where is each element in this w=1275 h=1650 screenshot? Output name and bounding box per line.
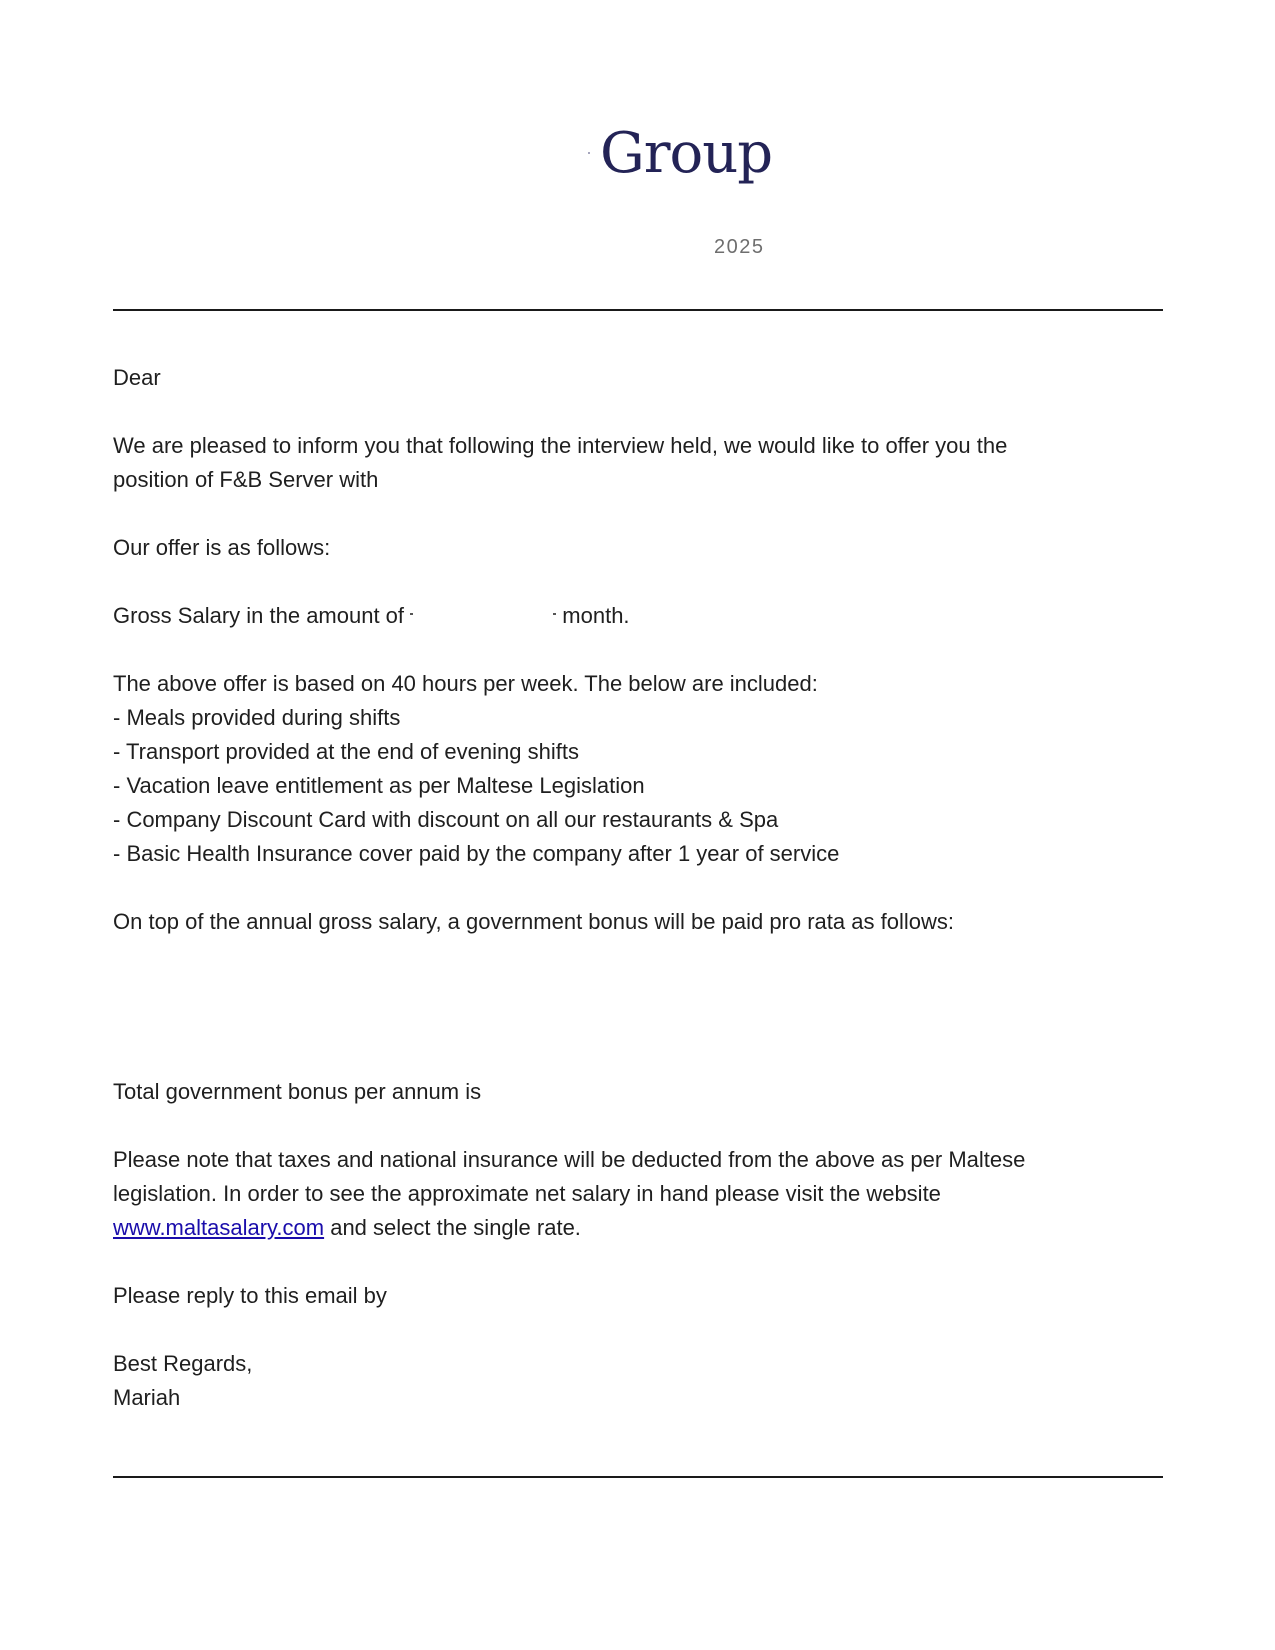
benefit-item: - Basic Health Insurance cover paid by the company after 1 year of service [113,841,840,866]
signature: Mariah [113,1385,181,1410]
benefit-item: - Vacation leave entitlement as per Maltese Legislation [113,773,645,798]
intro-line-1: We are pleased to inform you that following the interview held, we would like to offer you the [113,433,1008,458]
tax-line-1: Please note that taxes and national insurance will be deducted from the above as per Maltese [113,1147,1026,1172]
tax-line-3 [113,1211,1163,1245]
benefit-item: - Company Discount Card with discount on all our restaurants & Spa [113,807,779,832]
company-logo [600,122,780,202]
reply-line: Please reply to this email by [113,1283,387,1308]
maltasalary-link[interactable]: www.maltasalary.com [113,1215,325,1240]
tax-line-3-suffix: and select the single rate. [324,1215,581,1240]
salary-suffix: month. [562,603,630,628]
salary-prefix: Gross Salary in the amount of [113,603,405,628]
salutation: Dear [113,365,161,390]
salary-line [113,599,1163,633]
redaction-mark [410,613,413,615]
footer-divider [113,1476,1163,1478]
intro-line-2: position of F&B Server with [113,467,379,492]
closing: Best Regards, [113,1351,253,1376]
header-divider [113,309,1163,311]
bonus-line: On top of the annual gross salary, a government bonus will be paid pro rata as follows: [113,909,954,934]
total-bonus-line: Total government bonus per annum is [113,1079,482,1104]
tax-line-2: legislation. In order to see the approximate net salary in hand please visit the website [113,1181,941,1206]
letter-date: 2025 [714,236,765,258]
logo-mark [588,152,590,154]
redaction-mark [553,613,556,615]
offer-heading: Our offer is as follows: [113,535,331,560]
logo-text: Group [600,121,773,186]
hours-line: The above offer is based on 40 hours per week. The below are included: [113,671,818,696]
benefit-item: - Transport provided at the end of evening shifts [113,739,579,764]
benefits-list [113,701,1163,871]
benefit-item: - Meals provided during shifts [113,705,401,730]
